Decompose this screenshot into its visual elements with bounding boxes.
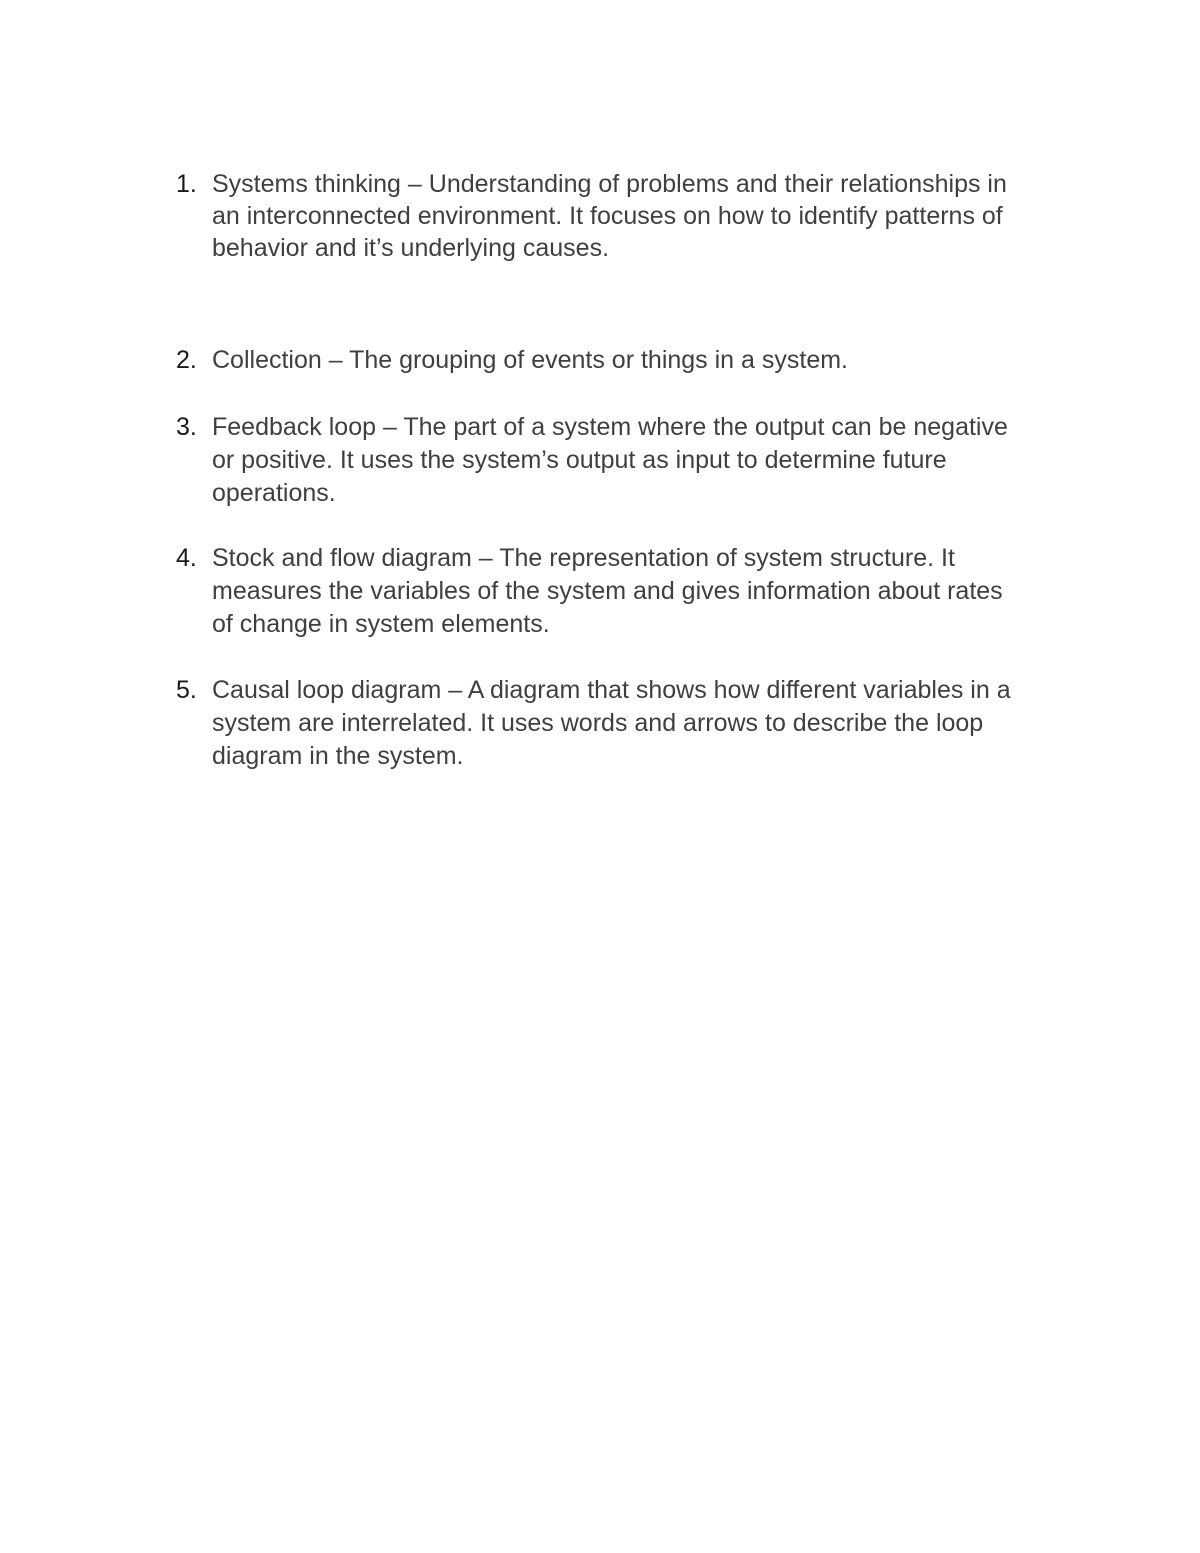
item-text-line: operations. [212,479,336,507]
item-text-line: Collection – The grouping of events or things in a system. [212,346,848,374]
item-number: 5. [176,676,197,704]
item-text-line: or positive. It uses the system’s output as input to determine future [212,446,947,474]
item-text [212,674,1072,773]
item-text-line: Causal loop diagram – A diagram that shows how different variables in a [212,676,1011,704]
item-text-line: of change in system elements. [212,610,550,638]
item-number: 1. [176,170,197,198]
item-number: 3. [176,413,197,441]
item-number: 2. [176,346,197,374]
item-number: 4. [176,544,197,572]
item-text-line: an interconnected environment. It focuses on how to identify patterns of [212,202,1003,230]
item-text-line: system are interrelated. It uses words and arrows to describe the loop [212,709,984,737]
item-text-line: diagram in the system. [212,742,464,770]
item-text [212,344,1072,376]
item-text-line: measures the variables of the system and gives information about rates [212,577,1003,605]
item-text [212,411,1072,510]
item-text [212,542,1072,641]
item-text-line: behavior and it’s underlying causes. [212,234,610,262]
item-text-line: Stock and flow diagram – The representation of system structure. It [212,544,955,572]
item-text-line: Systems thinking – Understanding of problems and their relationships in [212,170,1007,198]
item-text-line: Feedback loop – The part of a system where the output can be negative [212,413,1008,441]
item-text [212,168,1072,264]
